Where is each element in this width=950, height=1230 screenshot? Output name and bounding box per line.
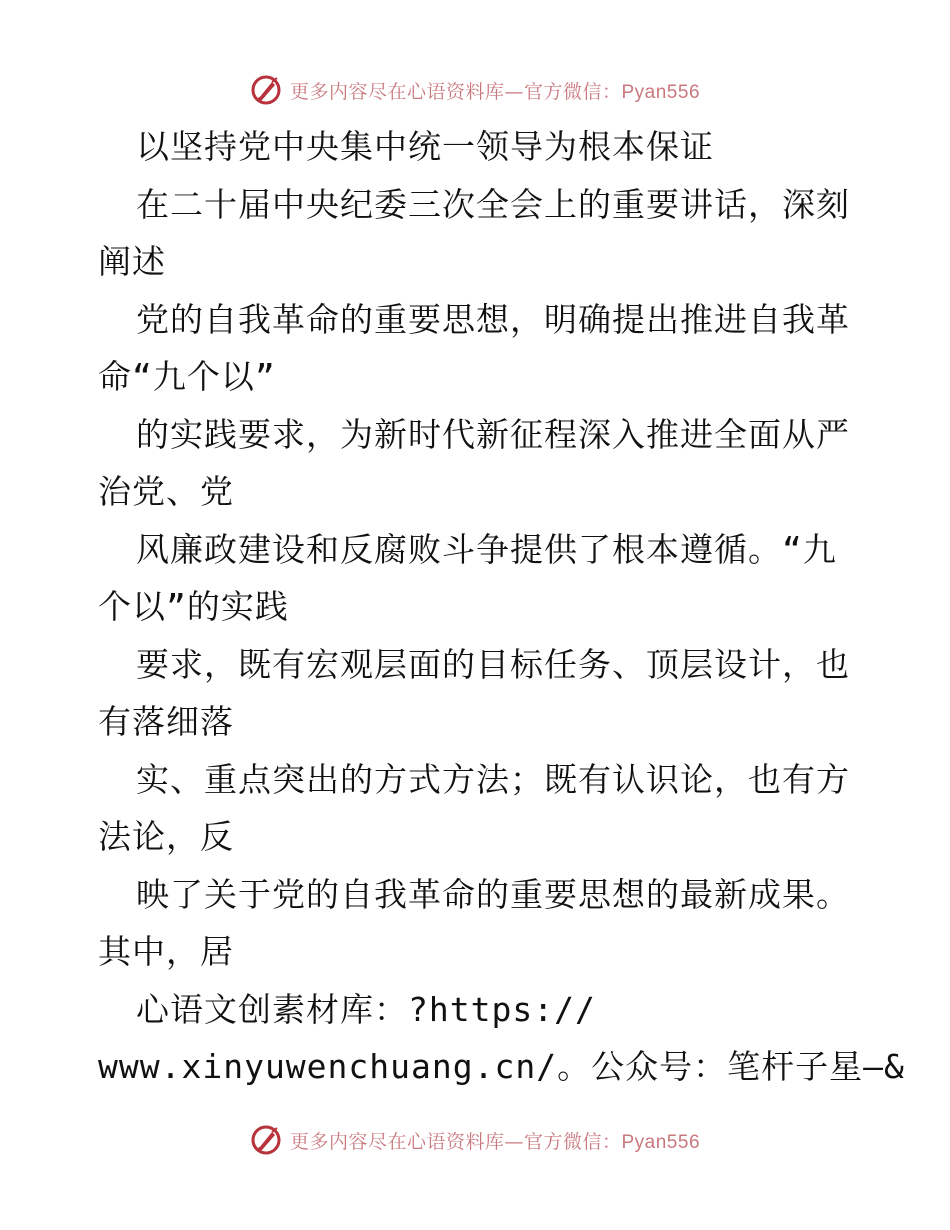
text-line: 心语文创素材库：?https:// <box>136 989 596 1029</box>
text-line: 党的自我革命的重要思想，明确提出推进自我革 <box>136 299 850 339</box>
text-line: 治党、党 <box>98 472 234 511</box>
header-watermark-banner <box>0 70 950 110</box>
text-line: 以坚持党中央集中统一领导为根本保证 <box>136 127 714 166</box>
banner-wechat-id: Pyan556 <box>621 1131 701 1153</box>
quill-pen-logo-icon <box>250 74 282 106</box>
text-line: 法论，反 <box>98 817 234 856</box>
text-line: 有落细落 <box>98 702 234 741</box>
text-line: www.xinyuwenchuang.cn/。公众号：笔杆子星—& <box>98 1047 905 1086</box>
text-line: 在二十届中央纪委三次全会上的重要讲话，深刻 <box>136 184 850 224</box>
text-line: 阐述 <box>98 242 166 281</box>
banner-text: 更多内容尽在心语资料库—官方微信：Pyan556 <box>289 1130 701 1153</box>
banner-wechat-id: Pyan556 <box>621 81 701 103</box>
banner-text: 更多内容尽在心语资料库—官方微信：Pyan556 <box>289 80 701 103</box>
footer-watermark-banner <box>0 1120 950 1160</box>
quill-pen-logo-icon <box>250 1124 282 1156</box>
text-line: 的实践要求，为新时代新征程深入推进全面从严 <box>136 414 850 454</box>
text-line: 其中，居 <box>98 932 234 971</box>
document-body <box>98 118 905 1096</box>
text-line: 映了关于党的自我革命的重要思想的最新成果。 <box>136 874 850 914</box>
text-line: 要求，既有宏观层面的目标任务、顶层设计，也 <box>136 644 850 684</box>
text-line: 风廉政建设和反腐败斗争提供了根本遵循。“九 <box>136 529 837 569</box>
text-line: 实、重点突出的方式方法；既有认识论，也有方 <box>136 759 850 799</box>
text-line: 个以”的实践 <box>98 587 289 626</box>
text-line: 命“九个以” <box>98 357 276 396</box>
